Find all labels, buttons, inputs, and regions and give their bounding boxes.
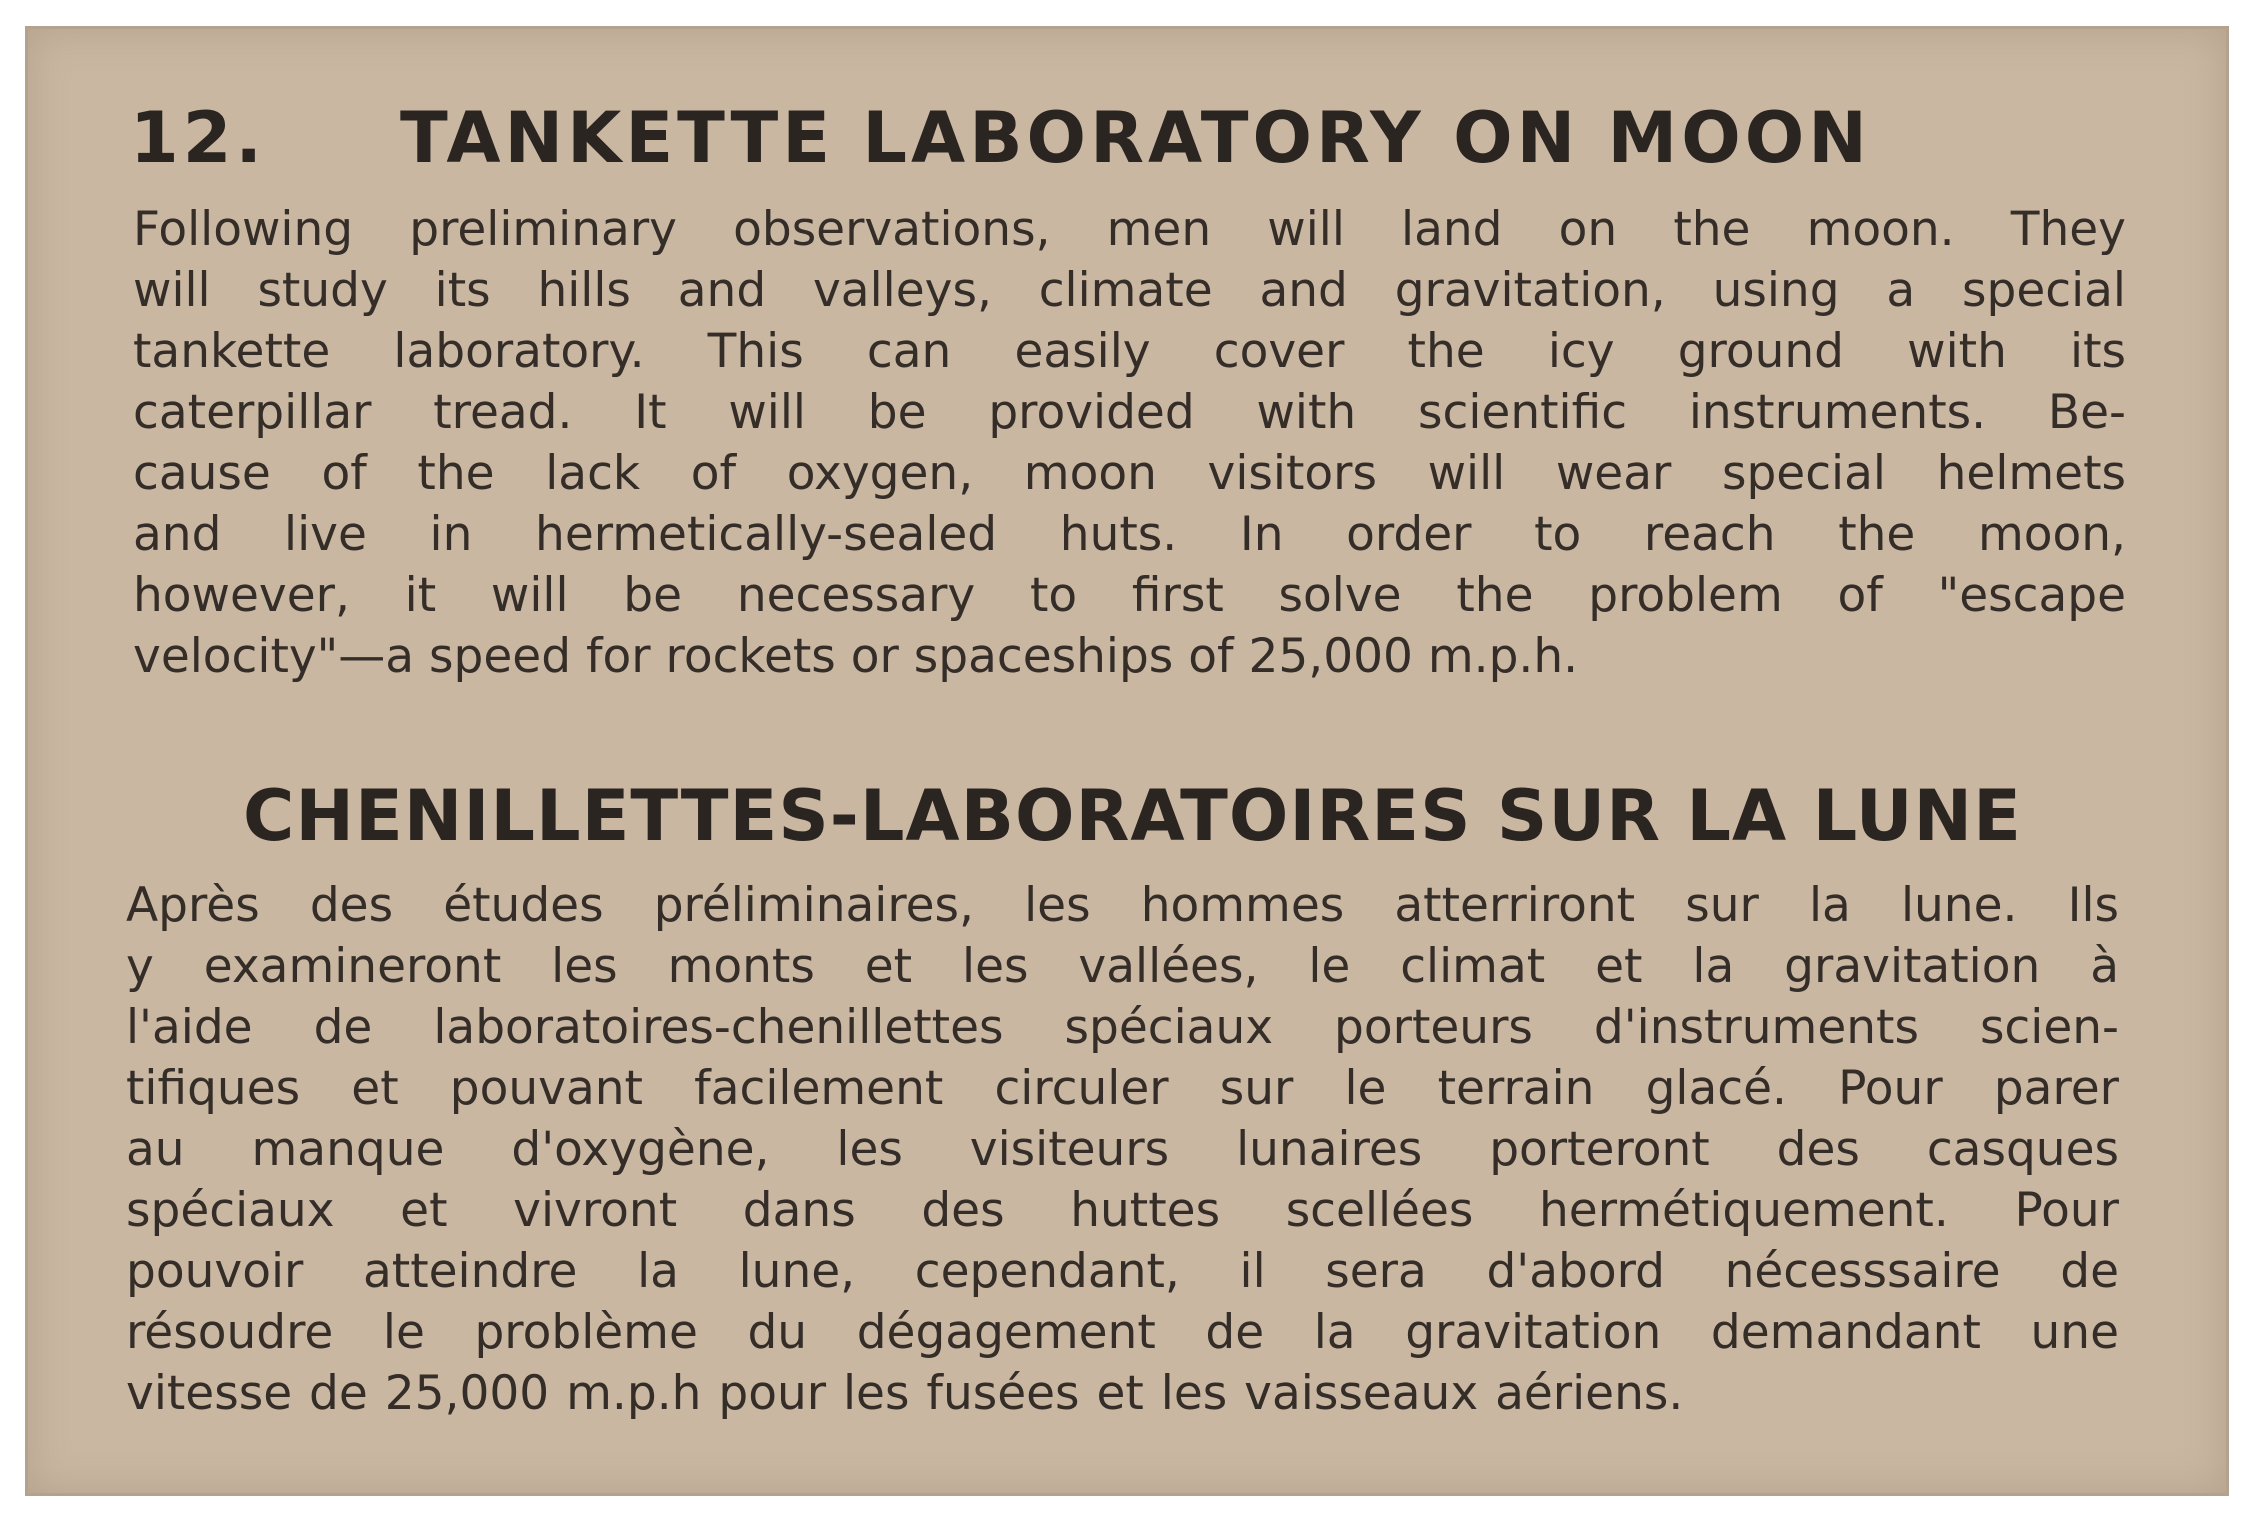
card-title-english-text: TANKETTE LABORATORY ON MOON <box>400 97 1871 179</box>
body-line: will study its hills and valleys, climate and gravitation, using a special <box>133 263 2126 318</box>
body-line: cause of the lack of oxygen, moon visitors will wear special helmets <box>133 446 2126 501</box>
body-line: caterpillar tread. It will be provided with scientific instruments. Be- <box>133 385 2126 440</box>
body-line: spéciaux et vivront dans des huttes scellées hermétiquement. Pour <box>126 1183 2119 1238</box>
body-line: Following preliminary observations, men will land on the moon. They <box>133 202 2126 257</box>
body-line: y examineront les monts et les vallées, le climat et la gravitation à <box>126 939 2119 994</box>
card-body-french <box>126 875 2119 1424</box>
card-title-french: CHENILLETTES-LABORATOIRES SUR LA LUNE <box>243 775 2022 857</box>
body-line: and live in hermetically-sealed huts. In order to reach the moon, <box>133 507 2126 562</box>
card-number: 12. <box>130 97 267 179</box>
body-line: résoudre le problème du dégagement de la gravitation demandant une <box>126 1305 2119 1360</box>
body-line: au manque d'oxygène, les visiteurs lunaires porteront des casques <box>126 1122 2119 1177</box>
body-line: vitesse de 25,000 m.p.h pour les fusées et les vaisseaux aériens. <box>126 1366 1684 1421</box>
card-body-english <box>133 199 2126 687</box>
body-line: velocity"—a speed for rockets or spaceships of 25,000 m.p.h. <box>133 629 1579 684</box>
trading-card-back <box>25 26 2229 1496</box>
body-line: however, it will be necessary to first solve the problem of "escape <box>133 568 2126 623</box>
body-line: tankette laboratory. This can easily cover the icy ground with its <box>133 324 2126 379</box>
body-line: tifiques et pouvant facilement circuler sur le terrain glacé. Pour parer <box>126 1061 2119 1116</box>
body-line: pouvoir atteindre la lune, cependant, il sera d'abord nécesssaire de <box>126 1244 2119 1299</box>
body-line: Après des études préliminaires, les hommes atterriront sur la lune. Ils <box>126 878 2119 933</box>
body-line: l'aide de laboratoires-chenillettes spéciaux porteurs d'instruments scien- <box>126 1000 2119 1055</box>
card-title-english <box>130 97 1871 179</box>
